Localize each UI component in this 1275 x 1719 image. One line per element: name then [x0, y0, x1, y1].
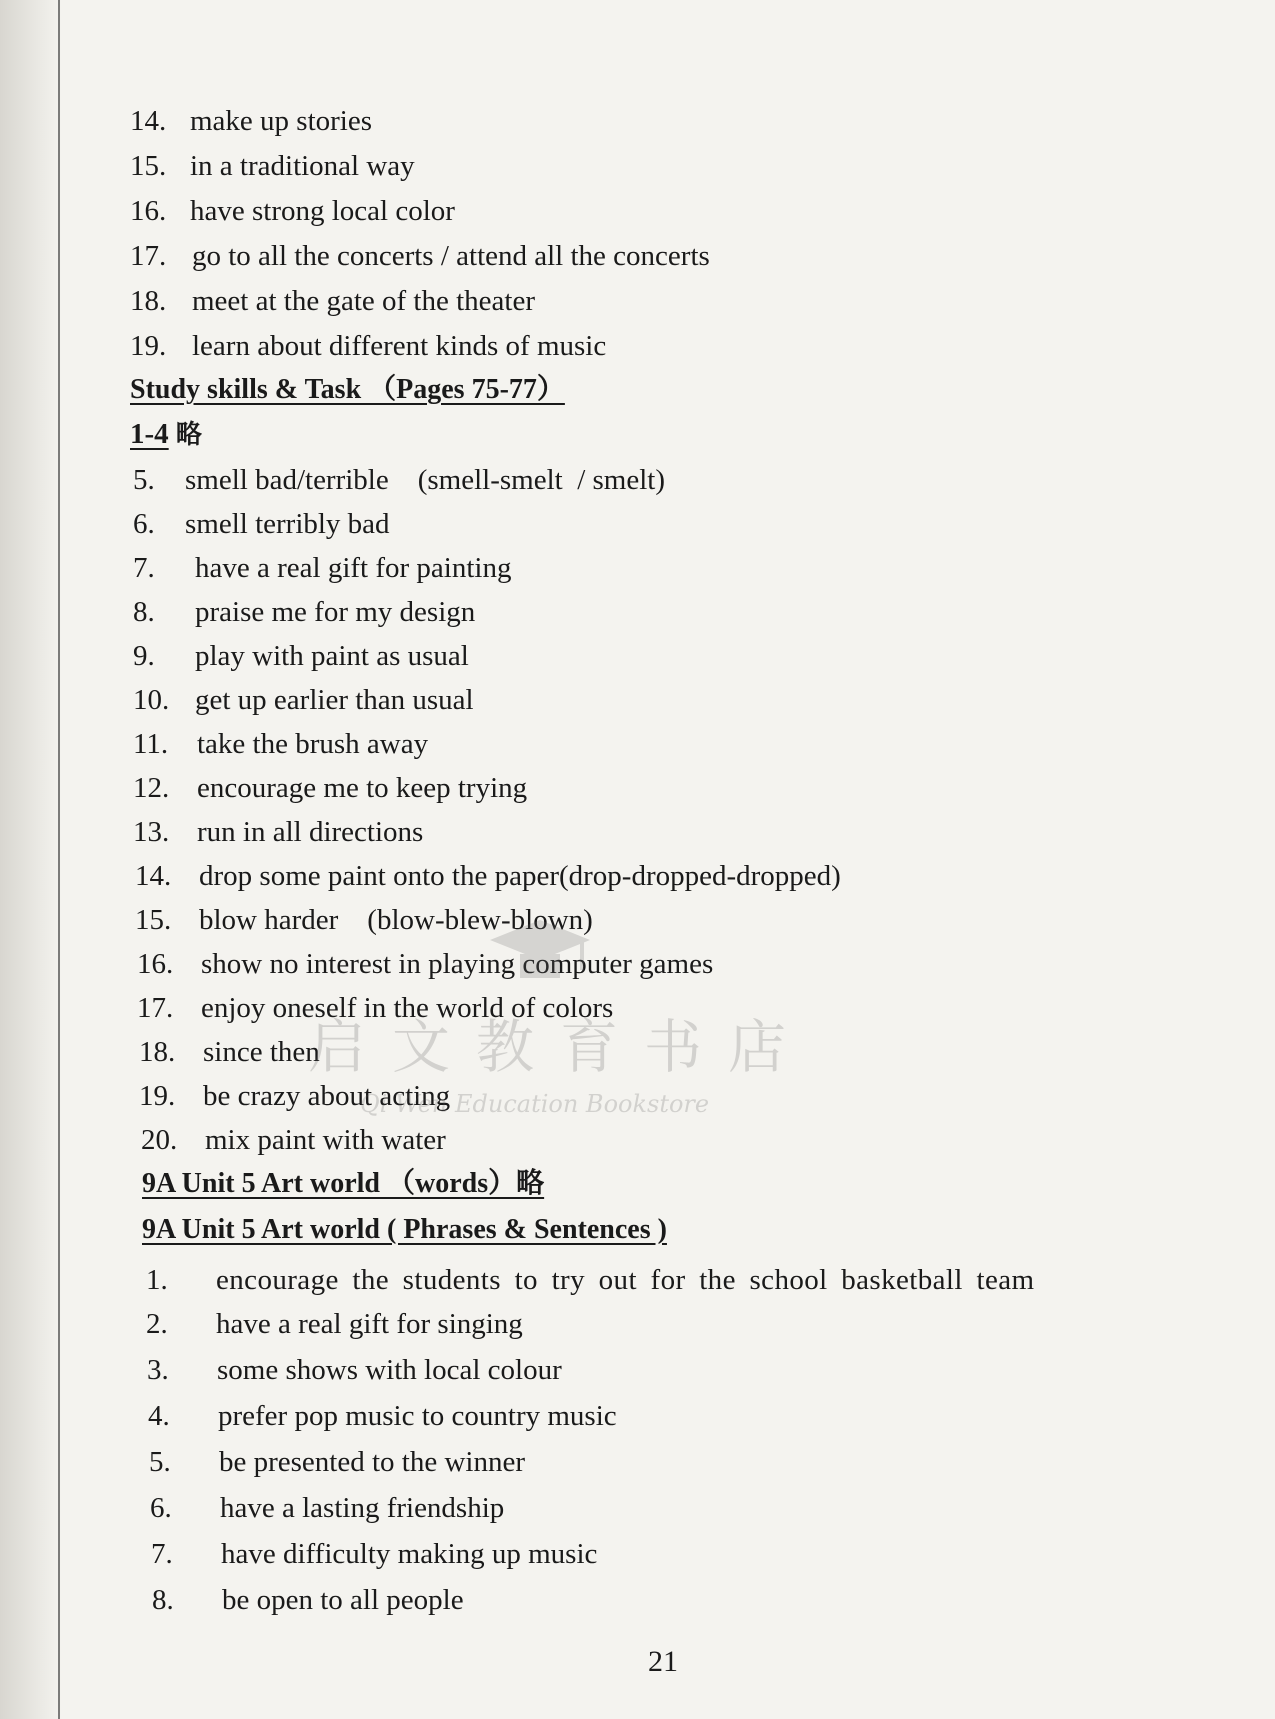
- list-item: 4. prefer pop music to country music: [148, 1400, 617, 1432]
- list-item: 16. show no interest in playing computer games: [137, 948, 714, 980]
- section-heading-words: 9A Unit 5 Art world （words）略: [142, 1168, 545, 1199]
- list-item: 15. in a traditional way: [130, 150, 415, 182]
- list-item: 6. have a lasting friendship: [150, 1492, 505, 1524]
- list-item: 2. have a real gift for singing: [146, 1308, 523, 1340]
- list-item: 9. play with paint as usual: [133, 640, 469, 672]
- list-item: 14. drop some paint onto the paper(drop-dropped-dropped): [135, 860, 841, 892]
- section-heading-study-skills: Study skills & Task （Pages 75-77）: [130, 374, 565, 405]
- list-item: 7. have a real gift for painting: [133, 552, 512, 584]
- watermark-chinese-text: 启文教育书店: [308, 1013, 813, 1081]
- list-item: 20. mix paint with water: [141, 1124, 446, 1156]
- list-item: 17. go to all the concerts / attend all the concerts: [130, 240, 710, 272]
- list-item: 16. have strong local color: [130, 195, 455, 227]
- list-item: 1. encourage the students to try out for the school basketball team: [146, 1264, 1035, 1296]
- list-item: 5. be presented to the winner: [149, 1446, 526, 1478]
- list-item: 15. blow harder (blow-blew-blown): [135, 904, 593, 936]
- list-item: 13. run in all directions: [133, 816, 424, 848]
- list-item: 6. smell terribly bad: [133, 508, 390, 540]
- list-item: 18. since then: [139, 1036, 320, 1068]
- range-note: 略: [175, 420, 202, 450]
- list-item: 14. make up stories: [130, 105, 373, 137]
- list-item: 12. encourage me to keep trying: [133, 772, 528, 804]
- list-item: 18. meet at the gate of the theater: [130, 285, 535, 317]
- page-number: 21: [648, 1645, 678, 1678]
- list-item: 3. some shows with local colour: [147, 1354, 562, 1386]
- list-item: 17. enjoy oneself in the world of colors: [137, 992, 614, 1024]
- range-label: 1-4: [130, 418, 169, 450]
- list-item: 8. be open to all people: [152, 1584, 464, 1616]
- watermark-english-text: Qi Wen Education Bookstore: [360, 1090, 710, 1118]
- list-item: 11. take the brush away: [133, 728, 429, 760]
- list-item: 8. praise me for my design: [133, 596, 476, 628]
- list-item: 19. learn about different kinds of music: [130, 330, 607, 362]
- list-item: 7. have difficulty making up music: [151, 1538, 598, 1570]
- list-item: 10. get up earlier than usual: [133, 684, 474, 716]
- section-heading-phrases: 9A Unit 5 Art world ( Phrases & Sentences ): [142, 1214, 667, 1245]
- range-line: [130, 416, 202, 453]
- list-item: 19. be crazy about acting: [139, 1080, 451, 1112]
- list-item: 5. smell bad/terrible (smell-smelt / smelt): [133, 464, 666, 496]
